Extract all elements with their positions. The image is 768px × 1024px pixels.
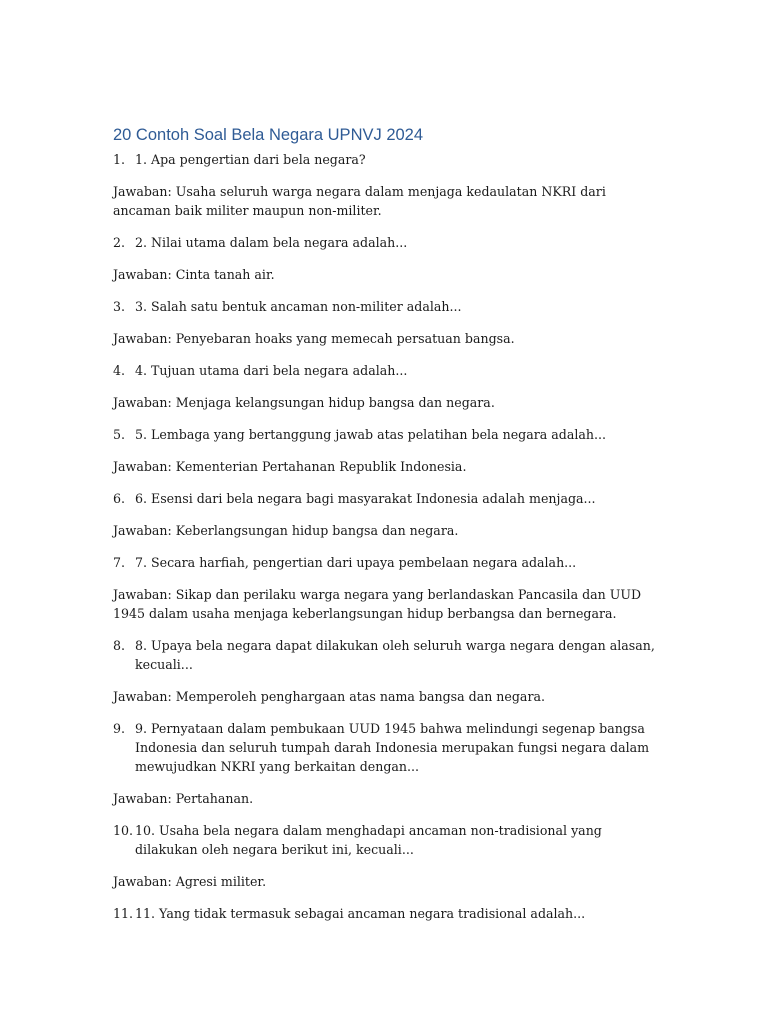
answer-text: Jawaban: Penyebaran hoaks yang memecah persatuan bangsa.	[113, 331, 515, 346]
question-number: 8.	[113, 638, 126, 653]
question-item	[113, 636, 658, 674]
question-number: 7.	[113, 555, 126, 570]
answer-text: Jawaban: Usaha seluruh warga negara dalam menjaga kedaulatan NKRI dari ancaman baik militer maupun non-militer.	[113, 184, 606, 218]
document-content	[113, 124, 658, 936]
answer-text: Jawaban: Agresi militer.	[113, 874, 267, 889]
question-number: 11.	[113, 906, 134, 921]
question-text: 4. Tujuan utama dari bela negara adalah...	[135, 363, 408, 378]
question-item	[113, 233, 658, 252]
question-text: 8. Upaya bela negara dapat dilakukan oleh seluruh warga negara dengan alasan, kecuali...	[135, 638, 655, 672]
question-text: 1. Apa pengertian dari bela negara?	[135, 152, 366, 167]
question-text: 5. Lembaga yang bertanggung jawab atas pelatihan bela negara adalah...	[135, 427, 606, 442]
document-title: 20 Contoh Soal Bela Negara UPNVJ 2024	[113, 126, 424, 144]
question-item	[113, 553, 658, 572]
question-number: 2.	[113, 235, 126, 250]
question-text: 7. Secara harfiah, pengertian dari upaya pembelaan negara adalah...	[135, 555, 577, 570]
answer-text: Jawaban: Sikap dan perilaku warga negara yang berlandaskan Pancasila dan UUD 1945 dalam usaha menjaga keberlangsungan hidup berbangsa dan bernegara.	[113, 587, 642, 621]
question-text: 9. Pernyataan dalam pembukaan UUD 1945 bahwa melindungi segenap bangsa Indonesia dan seluruh tumpah darah Indonesia merupakan fungsi negara dalam mewujudkan NKRI yang berkaitan dengan...	[135, 721, 650, 774]
question-item	[113, 904, 658, 923]
answer-text: Jawaban: Memperoleh penghargaan atas nama bangsa dan negara.	[113, 689, 545, 704]
answer-text: Jawaban: Cinta tanah air.	[113, 267, 275, 282]
question-item	[113, 719, 658, 776]
answer-text: Jawaban: Kementerian Pertahanan Republik Indonesia.	[113, 459, 467, 474]
question-number: 10.	[113, 823, 134, 838]
question-number: 3.	[113, 299, 126, 314]
question-number: 9.	[113, 721, 126, 736]
answer-text: Jawaban: Keberlangsungan hidup bangsa dan negara.	[113, 523, 459, 538]
question-item	[113, 821, 658, 859]
question-item	[113, 297, 658, 316]
question-number: 4.	[113, 363, 126, 378]
question-text: 2. Nilai utama dalam bela negara adalah...	[135, 235, 408, 250]
question-text: 6. Esensi dari bela negara bagi masyarakat Indonesia adalah menjaga...	[135, 491, 596, 506]
answer-text: Jawaban: Pertahanan.	[113, 791, 254, 806]
question-item	[113, 489, 658, 508]
question-item	[113, 150, 658, 169]
question-item	[113, 425, 658, 444]
question-text: 3. Salah satu bentuk ancaman non-militer adalah...	[135, 299, 462, 314]
question-text: 10. Usaha bela negara dalam menghadapi ancaman non-tradisional yang dilakukan oleh negara berikut ini, kecuali...	[135, 823, 602, 857]
answer-text: Jawaban: Menjaga kelangsungan hidup bangsa dan negara.	[113, 395, 495, 410]
question-text: 11. Yang tidak termasuk sebagai ancaman negara tradisional adalah...	[135, 906, 586, 921]
question-number: 5.	[113, 427, 126, 442]
question-number: 1.	[113, 152, 126, 167]
question-item	[113, 361, 658, 380]
question-number: 6.	[113, 491, 126, 506]
